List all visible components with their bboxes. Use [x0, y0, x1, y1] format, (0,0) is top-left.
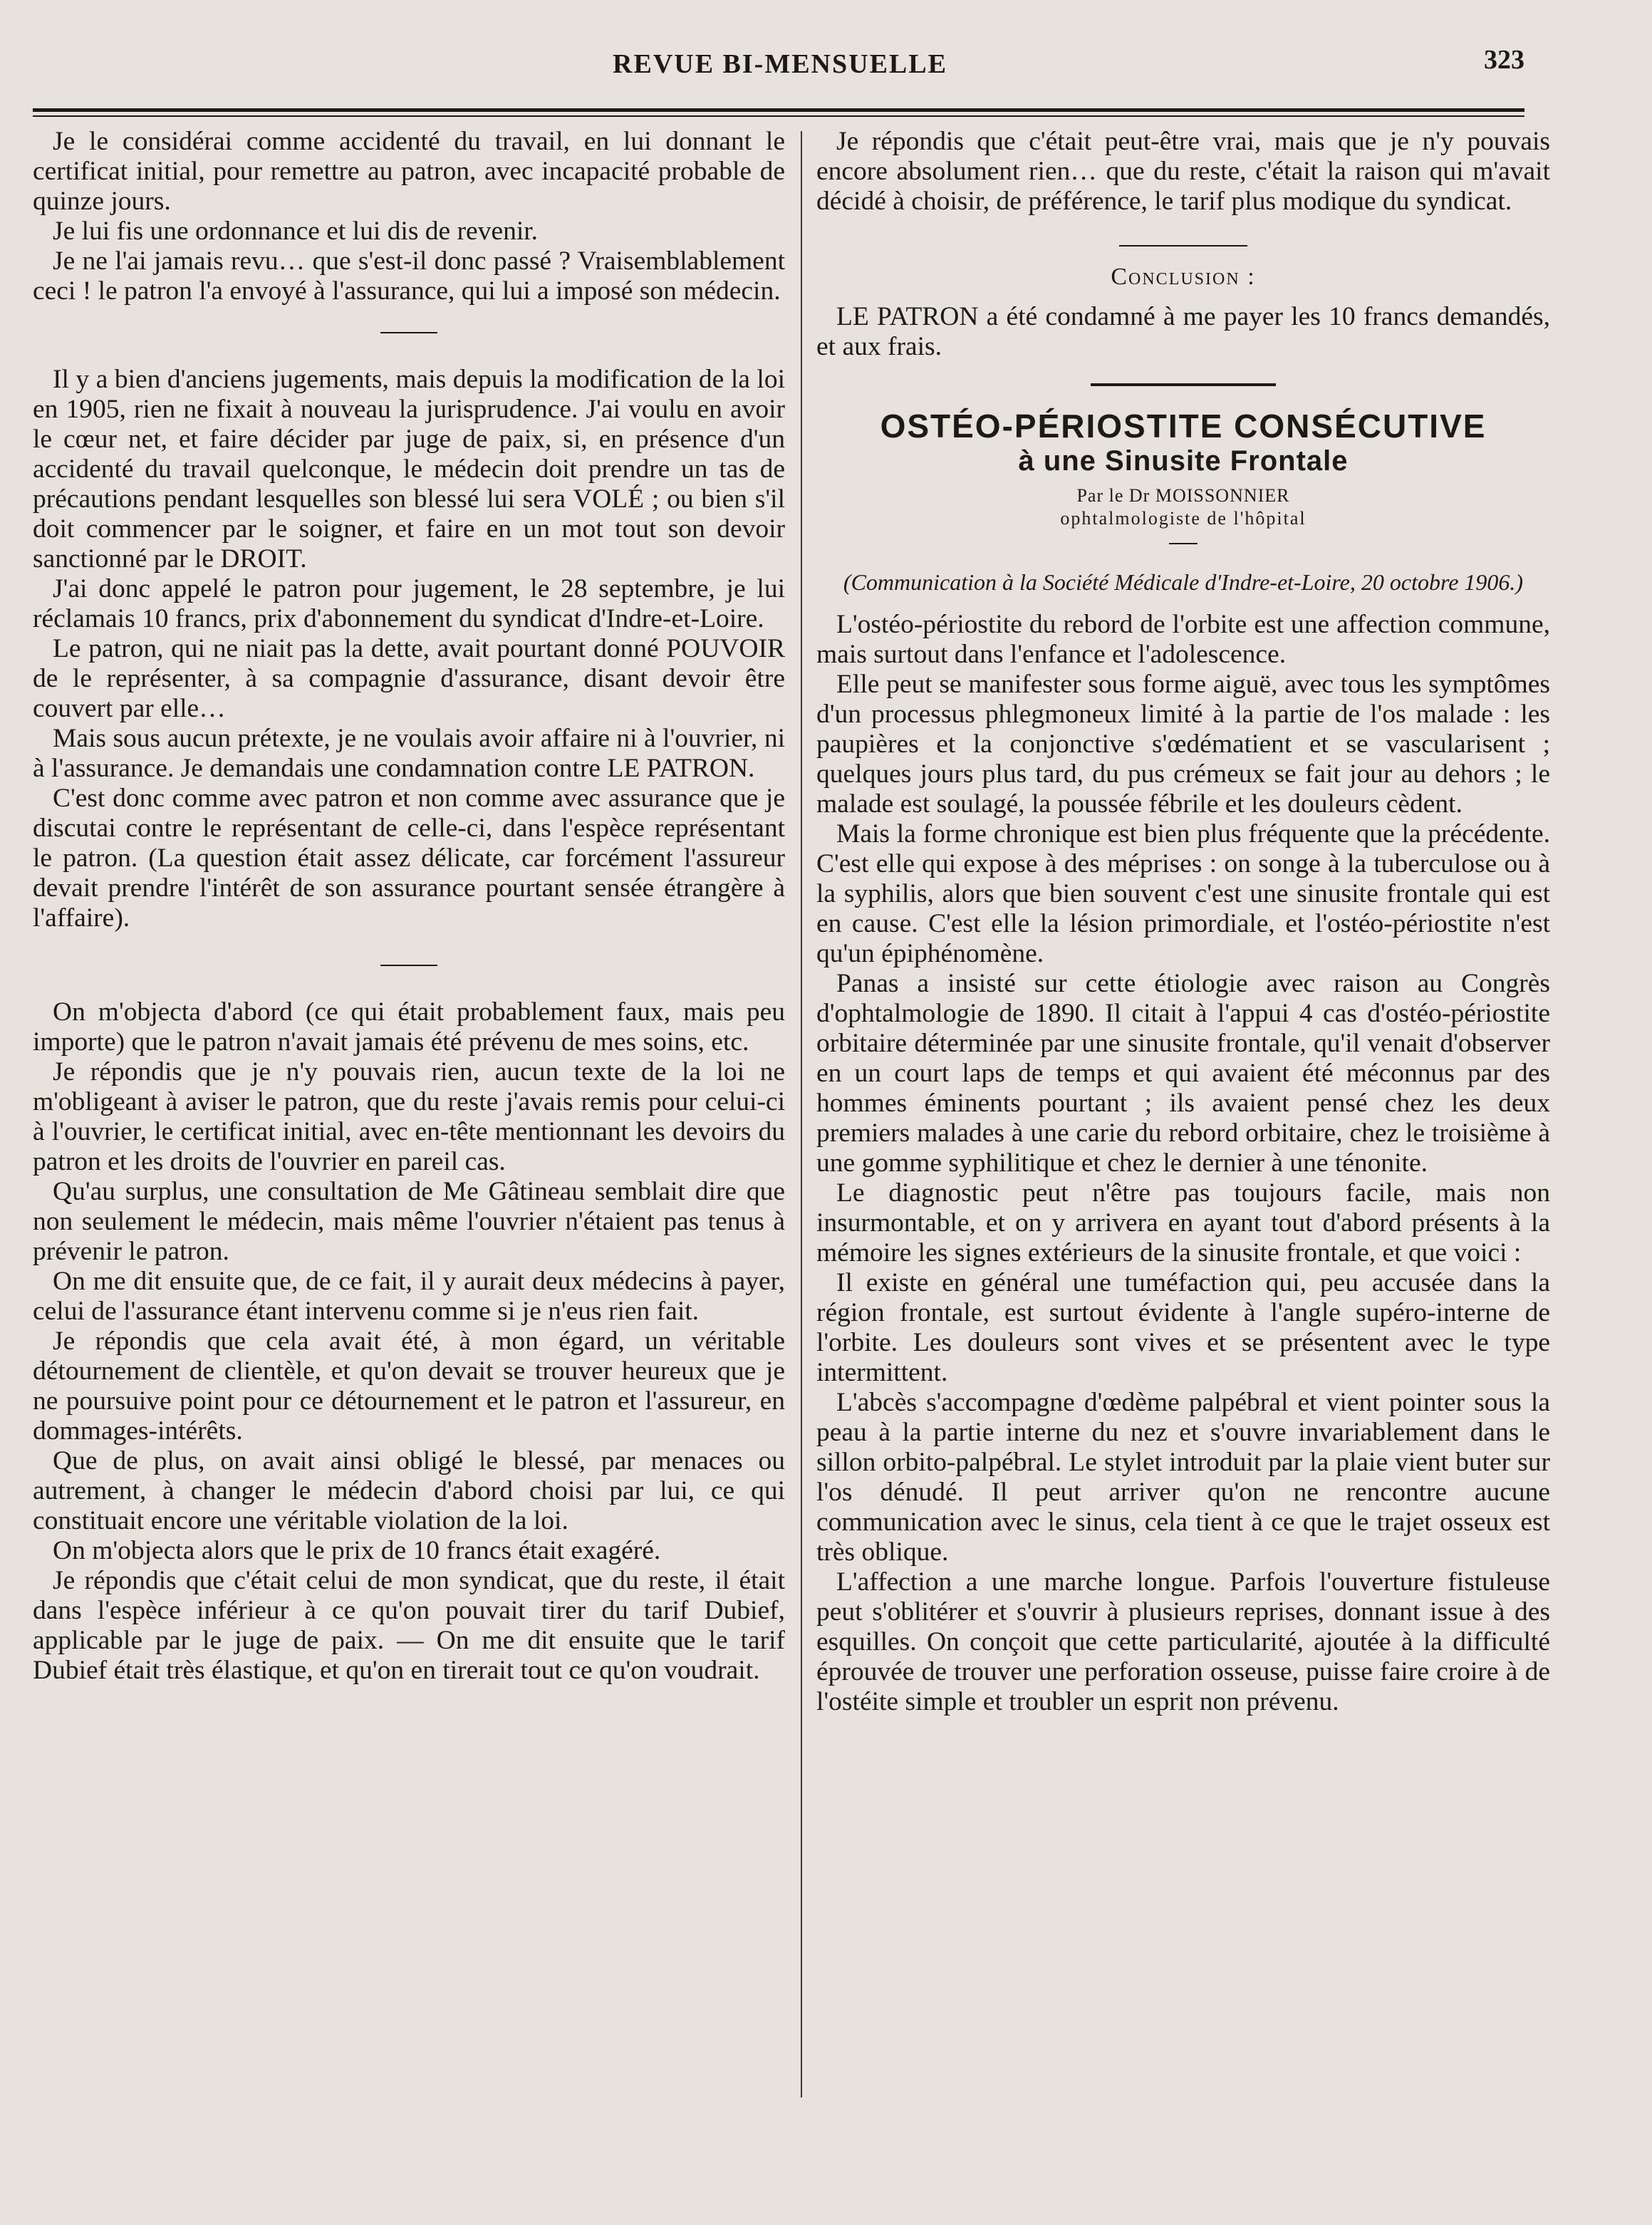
paragraph: Qu'au surplus, une consultation de Me Gâtineau semblait dire que non seulement le médecin, mais même l'ouvrier n'étaient pas tenus à prévenir le patron. — [33, 1177, 785, 1266]
paragraph: L'ostéo-périostite du rebord de l'orbite est une affection commune, mais surtout dans l'enfance et l'adolescence. — [816, 610, 1550, 669]
paragraph: Je lui fis une ordonnance et lui dis de revenir. — [53, 217, 539, 246]
header-rule — [33, 108, 1524, 112]
conclusion-paragraph: LE PATRON a été condamné à me payer les 10 francs demandés, et aux frais. — [816, 302, 1550, 361]
article-title: OSTÉO-PÉRIOSTITE CONSÉCUTIVE — [880, 408, 1487, 445]
paragraph: L'abcès s'accompagne d'œdème palpébral et vient pointer sous la peau à la partie interne du nez et s'ouvre invariablement dans le sillon orbito-palpébral. Le stylet introduit par la plaie vient buter sur l'os dénudé. Il peut arriver qu'on ne rencontre aucune communication avec le sinus, cela tient à ce que le trajet osseux est très oblique. — [816, 1388, 1550, 1567]
running-header — [36, 44, 1524, 87]
byline-separator — [1169, 543, 1198, 544]
paragraph: Je répondis que cela avait été, à mon égard, un véritable détournement de clientèle, et qu'on devait se trouver heureux que je ne poursuive point pour ce détournement et le patron et l'assureur, en dommages-intérêts. — [33, 1327, 785, 1446]
paragraph: Il existe en général une tuméfaction qui, peu accusée dans la région frontale, est surtout évidente à l'angle supéro-interne de l'orbite. Les douleurs sont vives et se présentent avec le type intermittent. — [816, 1268, 1550, 1387]
paragraph: J'ai donc appelé le patron pour jugement, le 28 septembre, je lui réclamais 10 francs, prix d'abonnement du syndicat d'Indre-et-Loire. — [33, 574, 785, 633]
article-subtitle: à une Sinusite Frontale — [1018, 445, 1349, 477]
paragraph: On me dit ensuite que, de ce fait, il y aurait deux médecins à payer, celui de l'assurance étant intervenu comme si je n'eus rien fait. — [33, 1267, 785, 1326]
paragraph: Que de plus, on avait ainsi obligé le blessé, par menaces ou autrement, à changer le médecin d'abord choisi par lui, ce qui constituait encore une véritable violation de la loi. — [33, 1446, 785, 1535]
section-separator — [380, 965, 437, 966]
paragraph: C'est donc comme avec patron et non comme avec assurance que je discutai contre le représentant de celle-ci, dans l'espèce représentant le patron. (La question était assez délicate, car forcément l'assureur devait prendre l'intérêt de son assurance pourtant sensée étrangère à l'affaire). — [33, 784, 785, 933]
paragraph: Mais sous aucun prétexte, je ne voulais avoir affaire ni à l'ouvrier, ni à l'assurance. Je demandais une condamnation contre LE PATRON. — [33, 724, 785, 783]
paragraph: Le diagnostic peut n'être pas toujours facile, mais non insurmontable, et on y arrivera en ayant tout d'abord présents à la mémoire les signes extérieurs de la sinusite frontale, et que voici : — [816, 1178, 1550, 1267]
paragraph: Je le considérai comme accidenté du travail, en lui donnant le certificat initial, pour remettre au patron, avec incapacité probable de quinze jours. — [33, 127, 785, 216]
paragraph: On m'objecta d'abord (ce qui était probablement faux, mais peu importe) que le patron n'avait jamais été prévenu de mes soins, etc. — [33, 997, 785, 1057]
right-column — [816, 127, 1550, 1717]
paragraph: Je répondis que c'était celui de mon syndicat, que du reste, il était dans l'espèce inférieur à ce qu'on pouvait tirer du tarif Dubief, applicable par le juge de paix. — On me dit ensuite que le tarif Dubief était très élastique, et qu'on en tirerait tout ce qu'on voudrait. — [33, 1566, 785, 1685]
paragraph: Mais la forme chronique est bien plus fréquente que la précédente. C'est elle qui expose à des méprises : on songe à la tuberculose ou à la syphilis, alors que bien souvent c'est une sinusite frontale qui est en cause. C'est elle la lésion primordiale, et l'ostéo-périostite n'est qu'un épiphénomène. — [816, 819, 1550, 968]
article-separator — [1091, 383, 1276, 386]
paragraph: Je répondis que c'était peut-être vrai, mais que je n'y pouvais encore absolument rien… que du reste, c'était la raison qui m'avait décidé à choisir, de préférence, le tarif plus modique du syndicat. — [816, 127, 1550, 216]
paragraph: Je répondis que je n'y pouvais rien, aucun texte de la loi ne m'obligeant à aviser le patron, que du reste j'avais remis pour celui-ci à l'ouvrier, le certificat initial, avec en-tête mentionnant les devoirs du patron et les droits de l'ouvrier en pareil cas. — [33, 1057, 785, 1176]
paragraph: Le patron, qui ne niait pas la dette, avait pourtant donné POUVOIR de le représenter, à sa compagnie d'assurance, disant devoir être couvert par elle… — [33, 634, 785, 723]
communication-note: (Communication à la Société Médicale d'Indre-et-Loire, 20 octobre 1906.) — [843, 569, 1524, 595]
paragraph: Panas a insisté sur cette étiologie avec raison au Congrès d'ophtalmologie de 1890. Il citait à l'appui 4 cas d'ostéo-périostite orbitaire déterminée par une sinusite frontale, qu'il venait d'observer en un court laps de temps et qui avaient été méconnus par des hommes éminents pourtant ; ils avaient pensé chez les deux premiers malades à une carie du rebord orbitaire, chez le troisième à une gomme syphilitique et chez le dernier à une ténonite. — [816, 969, 1550, 1178]
paragraph: Il y a bien d'anciens jugements, mais depuis la modification de la loi en 1905, rien ne fixait à nouveau la jurisprudence. J'ai voulu en avoir le cœur net, et faire décider par juge de paix, si, en présence d'un accidenté du travail quelconque, le médecin doit prendre un tas de précautions pendant lesquelles son blessé lui sera VOLÉ ; ou bien s'il doit commencer par le soigner, et faire en un mot tout son devoir sanctionné par le DROIT. — [33, 365, 785, 574]
column-divider — [801, 131, 802, 2097]
paragraph: On m'objecta alors que le prix de 10 francs était exagéré. — [53, 1536, 661, 1565]
page-number: 323 — [1484, 45, 1524, 75]
left-column — [33, 127, 785, 1686]
section-separator — [1119, 245, 1247, 247]
article-affiliation: ophtalmologiste de l'hôpital — [1060, 508, 1306, 529]
paragraph: Elle peut se manifester sous forme aiguë, avec tous les symptômes d'un processus phlegmoneux limité à la partie de l'os malade : les paupières et la conjonctive s'œdématient et se vascularisent ; quelques jours plus tard, du pus crémeux se fait jour au dehors ; le malade est soulagé, la poussée fébrile et les douleurs cèdent. — [816, 670, 1550, 819]
conclusion-heading: Conclusion : — [1111, 264, 1256, 290]
paragraph: Je ne l'ai jamais revu… que s'est-il donc passé ? Vraisemblablement ceci ! le patron l'a envoyé à l'assurance, qui lui a imposé son médecin. — [33, 247, 785, 306]
paragraph: L'affection a une marche longue. Parfois l'ouverture fistuleuse peut s'oblitérer et s'ouvrir à plusieurs reprises, donnant issue à des esquilles. On conçoit que cette particularité, ajoutée à la difficulté éprouvée de trouver une perforation osseuse, puisse faire croire à de l'ostéite simple et troubler un esprit non prévenu. — [816, 1567, 1550, 1716]
header-rule-thin — [33, 115, 1524, 117]
running-title: REVUE BI-MENSUELLE — [613, 49, 947, 79]
article-byline: Par le Dr MOISSONNIER — [1076, 485, 1290, 506]
section-separator — [380, 332, 437, 333]
